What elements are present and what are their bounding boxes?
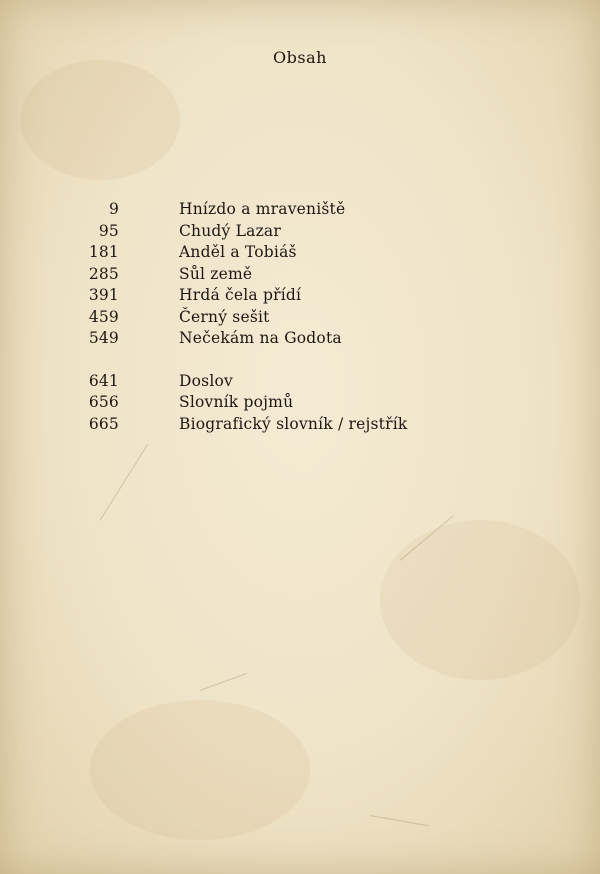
toc-entry: [80, 393, 520, 415]
toc-entry-title: Sůl země: [179, 264, 253, 283]
toc-page-number: 641: [88, 371, 119, 390]
toc-entry: [80, 308, 520, 330]
paper-scratch: [370, 815, 429, 826]
toc-page-number: 95: [98, 221, 119, 240]
toc-page-number: 285: [88, 264, 119, 283]
toc-page-number: 665: [88, 414, 119, 433]
toc-entry: [80, 222, 520, 244]
toc-entry-title: Biografický slovník / rejstřík: [179, 414, 408, 433]
toc-entry: [80, 243, 520, 265]
toc-page-number: 656: [88, 393, 119, 411]
toc-page-number: 181: [88, 243, 119, 261]
toc-entry: [80, 286, 520, 308]
toc-entry-title: Chudý Lazar: [179, 221, 281, 240]
toc-entry-title: Slovník pojmů: [179, 393, 294, 411]
toc-page-number: 391: [88, 286, 119, 304]
page-title: Obsah: [273, 48, 327, 67]
toc-entry-title: Hrdá čela přídí: [179, 286, 302, 304]
toc-page-number: 9: [108, 200, 119, 218]
toc-entry: [80, 372, 520, 394]
paper-stain: [90, 700, 310, 840]
toc-entry-title: Doslov: [179, 371, 233, 390]
paper-scratch: [100, 444, 149, 521]
toc-page-number: 549: [88, 329, 119, 347]
toc-entry: [80, 265, 520, 287]
toc-entry: [80, 200, 520, 222]
toc-entry: [80, 329, 520, 351]
paper-scratch: [200, 673, 247, 691]
paper-stain: [20, 60, 180, 180]
toc-entry-title: Anděl a Tobiáš: [179, 243, 297, 261]
toc-entry-title: Hnízdo a mraveniště: [179, 200, 346, 218]
toc-entry: [80, 415, 520, 437]
table-of-contents: [80, 200, 520, 436]
toc-entry-title: Nečekám na Godota: [179, 329, 342, 347]
toc-entry-title: Černý sešit: [179, 307, 270, 326]
paper-stain: [380, 520, 580, 680]
toc-page-number: 459: [88, 307, 119, 326]
